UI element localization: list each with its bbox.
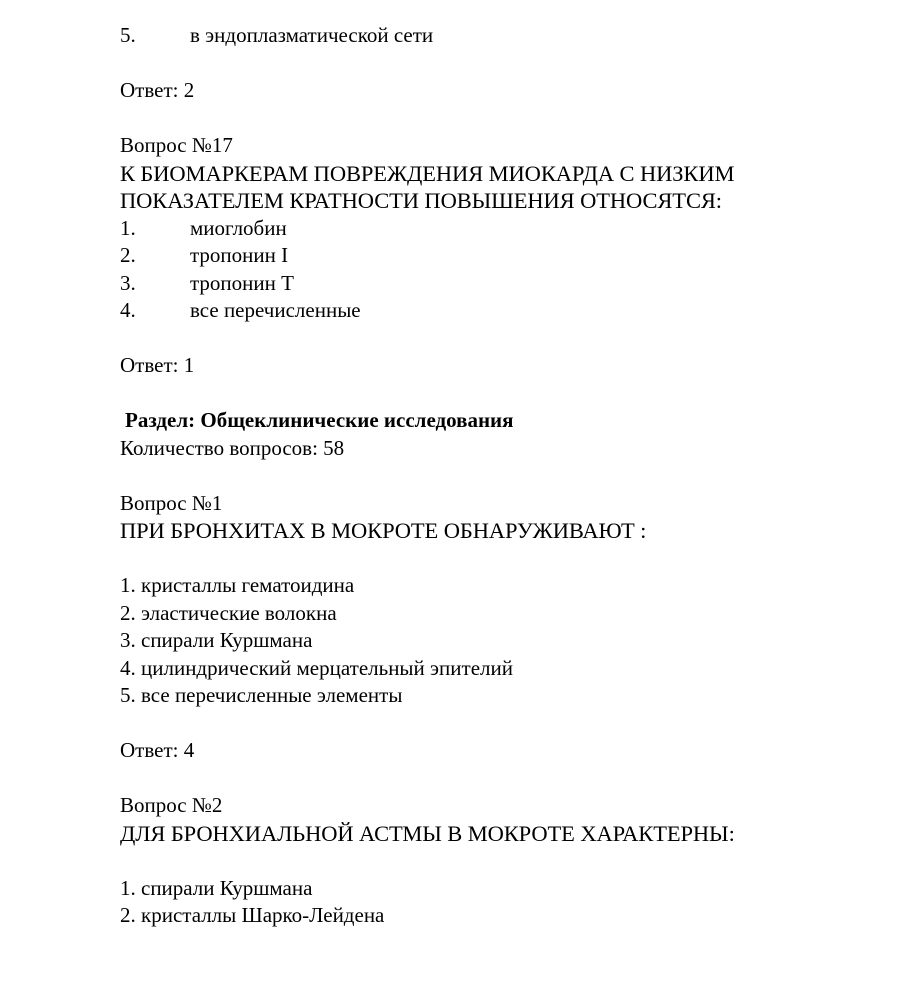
option-line: 5. все перечисленные элементы [120, 683, 403, 707]
spacer [120, 325, 880, 353]
question-title: Вопрос №17 [120, 133, 233, 157]
option-line: 2. кристаллы Шарко-Лейдена [120, 903, 385, 927]
option-text: все перечисленные [190, 298, 361, 322]
option-line: 2. эластические волокна [120, 600, 337, 625]
question-text: ДЛЯ БРОНХИАЛЬНОЙ АСТМЫ В МОКРОТЕ ХАРАКТЕРНЫ: [120, 820, 735, 846]
answer-line: Ответ: 2 [120, 78, 195, 102]
option-text: тропонин I [190, 243, 289, 267]
option-number: 2. [120, 243, 136, 267]
option-number: 1. [120, 215, 136, 240]
section-title: Раздел: Общеклинические исследования [125, 408, 514, 432]
document-page [120, 22, 880, 930]
question-text: ПОКАЗАТЕЛЕМ КРАТНОСТИ ПОВЫШЕНИЯ ОТНОСЯТСЯ: [120, 188, 722, 213]
question-count: Количество вопросов: 58 [120, 435, 345, 460]
option-line [120, 22, 880, 50]
option-number: 4. [120, 298, 136, 322]
option-line: 1. спирали Куршмана [120, 875, 313, 900]
spacer [120, 847, 880, 875]
answer-line: Ответ: 1 [120, 353, 195, 377]
spacer [120, 462, 880, 490]
option-line [120, 270, 880, 298]
option-line: 4. цилиндрический мерцательный эпителий [120, 655, 513, 680]
option-text: тропонин T [190, 270, 294, 295]
spacer [120, 545, 880, 573]
option-line [120, 242, 880, 270]
option-text: в эндоплазматической сети [190, 23, 434, 47]
spacer [120, 710, 880, 738]
question-title: Вопрос №2 [120, 793, 223, 817]
option-line [120, 297, 880, 325]
option-line: 3. спирали Куршмана [120, 628, 313, 652]
spacer [120, 765, 880, 793]
option-line: 1. кристаллы гематоидина [120, 573, 355, 597]
question-text: К БИОМАРКЕРАМ ПОВРЕЖДЕНИЯ МИОКАРДА С НИЗКИМ [120, 160, 735, 186]
spacer [120, 105, 880, 133]
option-text: миоглобин [190, 215, 287, 240]
spacer [120, 380, 880, 408]
option-number: 3. [120, 270, 136, 295]
question-title: Вопрос №1 [120, 490, 223, 515]
answer-line: Ответ: 4 [120, 738, 195, 762]
question-text: ПРИ БРОНХИТАХ В МОКРОТЕ ОБНАРУЖИВАЮТ : [120, 518, 647, 543]
spacer [120, 50, 880, 78]
option-line [120, 215, 880, 243]
option-number: 5. [120, 23, 136, 47]
